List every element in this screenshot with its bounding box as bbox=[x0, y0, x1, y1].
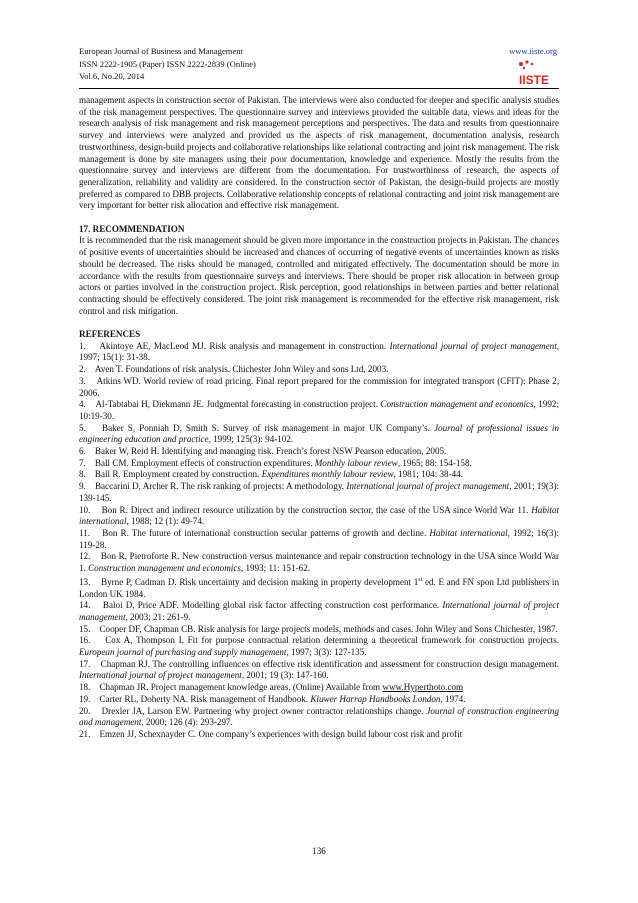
reference-number: 2. bbox=[79, 364, 95, 375]
reference-superscript: st bbox=[418, 576, 423, 583]
reference-number: 1. bbox=[79, 340, 100, 351]
reference-text: Baker W, Reid H. Identifying and managing risk. French’s forest NSW Pearson education, 2005. bbox=[94, 446, 447, 457]
reference-item bbox=[79, 659, 559, 682]
recommendation-paragraph: It is recommended that the risk management should be given more importance in the construction projects in Pakistan. The chances of positive events of uncertainties should be increased and chances of occurring of negative events of uncertainties known as risks should be decreased. The risks should be managed, controlled and mitigated effectively. The documentation should be more in accordance with the results from questionnaire surveys and interviews. There should be proper risk allocation in between group actors or parties involved in the construction project. Risk perception, good relationships in between parties and better relational contracting should be effectively considered. The joint risk management is recommended for the effective risk management, risk control and risk mitigation. bbox=[79, 235, 559, 316]
reference-details: , 2001; 19 (3): 147-160. bbox=[241, 670, 329, 681]
reference-number: 14. bbox=[79, 600, 103, 611]
reference-text: Aven T. Foundations of risk analysis. Chichester John Wiley and sons Ltd, 2003. bbox=[94, 364, 389, 375]
reference-journal: Habitat international bbox=[429, 527, 508, 538]
reference-journal: International journal of project management bbox=[79, 670, 242, 681]
reference-text: Emzen JJ, Schexnayder C. One company’s experiences with design build labour cost risk and profit bbox=[99, 728, 463, 739]
page-number: 136 bbox=[312, 846, 326, 856]
reference-details: , 1997; 3(3): 127-135. bbox=[286, 647, 367, 658]
reference-journal: Monthly labour review bbox=[314, 457, 398, 468]
reference-text: Chapman JR. Project management knowledge areas. (Online) Available from bbox=[99, 682, 383, 693]
reference-text: Al-Tabtabai H, Diekmann JE. Judgmental forecasting in construction project. bbox=[95, 399, 381, 410]
reference-text: Bon R, Pietroforte R. New construction versus maintenance and repair construction technology in the USA since World War 1. bbox=[79, 551, 559, 574]
recommendation-heading: 17. RECOMMENDATION bbox=[79, 223, 185, 234]
page-header bbox=[79, 45, 559, 91]
reference-item bbox=[79, 635, 559, 658]
reference-number: 9. bbox=[79, 481, 95, 492]
reference-number: 10. bbox=[79, 504, 102, 515]
reference-item bbox=[79, 399, 559, 422]
reference-details: , 1993; 11: 151-62. bbox=[240, 563, 311, 574]
reference-text: Baccarini D, Archer R. The risk ranking of projects: A methodology. bbox=[94, 481, 347, 492]
reference-number: 3. bbox=[79, 375, 97, 386]
reference-item bbox=[79, 729, 559, 741]
issn-line: ISSN 2222-1905 (Paper) ISSN 2222-2839 (Online) bbox=[79, 58, 256, 69]
reference-journal: European journal of purchasing and supply management bbox=[79, 647, 287, 658]
website-link[interactable]: www.iiste.org bbox=[509, 46, 557, 56]
iiste-logo-icon bbox=[515, 58, 557, 90]
reference-journal: Expenditures monthly labour review bbox=[261, 469, 394, 480]
reference-number: 6. bbox=[79, 446, 95, 457]
reference-item bbox=[79, 469, 559, 481]
reference-item bbox=[79, 423, 559, 446]
reference-item bbox=[79, 481, 559, 504]
reference-item bbox=[79, 682, 559, 694]
reference-item bbox=[79, 505, 559, 528]
reference-text: Atkins WD. World review of road pricing. Final report prepared for the commission for integrated transport (CFIT): Phase 2, 2006. bbox=[79, 375, 559, 398]
reference-number: 16. bbox=[79, 635, 106, 646]
reference-text: Bon R. The future of international construction secular patterns of growth and decline. bbox=[102, 527, 430, 538]
references-heading: REFERENCES bbox=[79, 329, 141, 340]
reference-item bbox=[79, 458, 559, 470]
reference-number: 15. bbox=[79, 623, 100, 634]
reference-text: Chapman RJ. The controlling influences on effective risk identification and assessment for construction design management. bbox=[100, 658, 559, 669]
reference-text: Byrne P, Cadman D. Risk uncertainty and decision making in property development 1 bbox=[101, 576, 419, 587]
reference-item bbox=[79, 341, 559, 364]
reference-journal: International journal of project management bbox=[389, 340, 557, 351]
reference-journal: Kluwer Harrap Handbooks London bbox=[310, 693, 441, 704]
reference-number: 13. bbox=[79, 576, 101, 587]
intro-paragraph: management aspects in construction sector of Pakistan. The interviews were also conducted for deeper and specific analysis studies of the risk management perspectives. The questionnaire survey and interviews provided the suitable data, views and ideas for the research analysis of risk management and risk management perceptions and perspectives. The data and results from questionnaire survey and interviews were analyzed and provided us the aspects of risk management, documentation analysis, research trustworthiness, design-build projects and collaborative relationships like relational contracting and joint risk management. The risk management is done by site managers using their poor documentation, knowledge and experience. Mostly the results from the questionnaire survey and interviews are different from the documentation. For trustworthiness of research, the aspects of generalization, reliability and validity are considered. In the construction sector of Pakistan, the design-build projects are mostly preferred as compared to DBB projects. Collaborative relationship concepts of relational contracting and joint risk management are very important for better risk allocation and effective risk management. bbox=[79, 95, 559, 211]
reference-list bbox=[79, 341, 559, 741]
logo-wordmark: IISTE bbox=[519, 73, 550, 87]
reference-text: Baker S, Ponniah D, Smith S. Survey of risk management in major UK Company’s. bbox=[102, 422, 435, 433]
reference-number: 4. bbox=[79, 399, 96, 410]
reference-details: , 1974. bbox=[440, 693, 466, 704]
reference-text: Ball R. Employment created by construction. bbox=[94, 469, 262, 480]
reference-item bbox=[79, 575, 559, 600]
reference-item bbox=[79, 706, 559, 729]
journal-title: European Journal of Business and Management bbox=[79, 46, 243, 56]
reference-item bbox=[79, 551, 559, 574]
reference-text: Cooper DF, Chapman CB. Risk analysis for large projects models, methods and cases. John Wiley and Sons Chichester, 1987. bbox=[99, 623, 558, 634]
reference-text: Cox A, Thompson I. Fit for purpose contractual relation determining a theoretical framework for construction projects. bbox=[105, 635, 560, 646]
reference-details: , 2003; 21: 261-9. bbox=[125, 611, 191, 622]
reference-item bbox=[79, 364, 559, 376]
reference-number: 11. bbox=[79, 527, 103, 538]
reference-number: 18. bbox=[79, 682, 100, 693]
reference-number: 20. bbox=[79, 705, 102, 716]
reference-item bbox=[79, 528, 559, 551]
reference-details: , 1992; 16(3): 119-28. bbox=[79, 527, 559, 550]
reference-journal: Construction management and economics bbox=[380, 399, 534, 410]
reference-details: , 2001; 19(3): 139-145. bbox=[79, 481, 559, 503]
reference-journal: Journal of construction engineering and management bbox=[79, 705, 559, 728]
reference-details: , 1965; 88: 154-158. bbox=[397, 457, 472, 468]
reference-text: Bon R. Direct and indirect resource utilization by the construction sector, the case of the USA since World War 11. bbox=[101, 504, 532, 515]
reference-text: Baloi D, Price ADF. Modelling global risk factor affecting construction cost performance. bbox=[102, 600, 443, 611]
reference-journal: International journal of project management bbox=[346, 481, 510, 492]
reference-number: 21. bbox=[79, 728, 100, 739]
reference-details: , 1999; 125(3): 94-102. bbox=[208, 434, 294, 445]
reference-journal: International journal of project management bbox=[79, 600, 559, 622]
reference-number: 8. bbox=[79, 469, 95, 480]
reference-details: ed. E and FN spon Ltd publishers in London UK 1984. bbox=[79, 576, 559, 599]
reference-text: Akintoye AE, MacLeod MJ. Risk analysis and management in construction. bbox=[99, 340, 390, 351]
reference-link[interactable]: www.Hyperthoto.com bbox=[382, 682, 464, 693]
reference-text: Ball CM. Employment effects of construction expenditures. bbox=[94, 457, 315, 468]
reference-number: 5. bbox=[79, 422, 103, 433]
reference-journal: Construction management and economics bbox=[88, 563, 241, 574]
reference-item bbox=[79, 600, 559, 623]
reference-details: , 2000; 126 (4): 293-297. bbox=[141, 717, 233, 728]
reference-details: , 1992; 10:19-30. bbox=[79, 399, 560, 421]
reference-journal: Habitat international bbox=[79, 504, 559, 527]
reference-item bbox=[79, 446, 559, 458]
reference-item bbox=[79, 624, 559, 636]
reference-text: Carter RL, Doherty NA. Risk management of Handbook. bbox=[99, 693, 311, 704]
reference-text: Drexler JA, Larson EW. Partnering why project owner contractor relationships change. bbox=[101, 705, 427, 716]
reference-item bbox=[79, 694, 559, 706]
reference-details: , 1981; 104: 38-44. bbox=[393, 469, 463, 480]
reference-number: 12. bbox=[79, 551, 101, 562]
volume-line: Vol.6, No.20, 2014 bbox=[79, 71, 145, 81]
main-content bbox=[79, 95, 559, 741]
header-divider bbox=[79, 88, 559, 89]
reference-details: , 1988; 12 (1): 49-74. bbox=[126, 516, 205, 527]
reference-number: 7. bbox=[79, 457, 95, 468]
reference-details: , 1997; 15(1): 31-38. bbox=[79, 340, 560, 363]
reference-number: 17. bbox=[79, 658, 101, 669]
reference-journal: Journal of professional issues in engineering education and practice bbox=[79, 422, 560, 445]
reference-number: 19. bbox=[79, 693, 100, 704]
reference-item bbox=[79, 376, 559, 399]
